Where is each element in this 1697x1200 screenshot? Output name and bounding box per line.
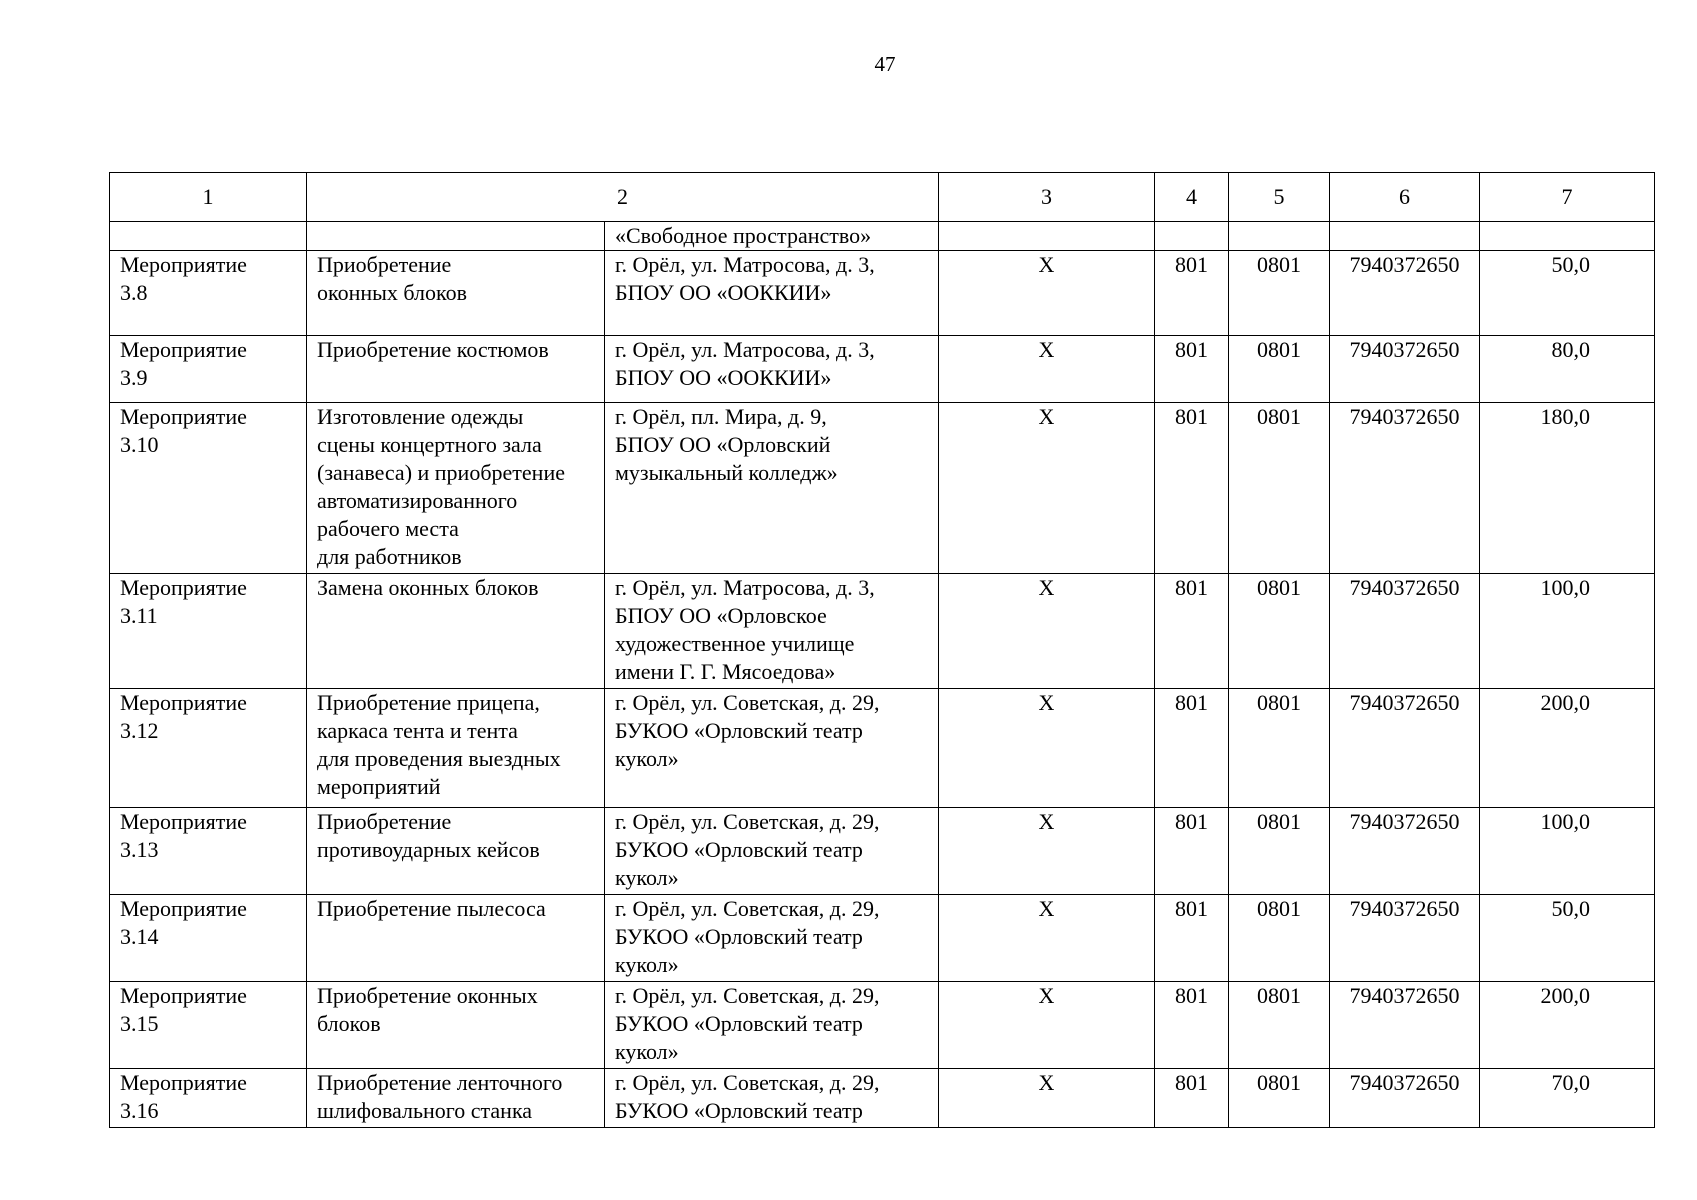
col-6-value: 7940372650 bbox=[1330, 895, 1480, 982]
col-3-value: Х bbox=[939, 808, 1155, 895]
measure-name: Приобретение противоударных кейсов bbox=[307, 808, 605, 894]
col-4-value: 801 bbox=[1155, 808, 1229, 895]
table-row bbox=[110, 574, 1655, 689]
col-3-value: Х bbox=[939, 982, 1155, 1069]
col-3-value: Х bbox=[939, 336, 1155, 403]
continuation-col-4 bbox=[1155, 222, 1229, 251]
col-7-value: 50,0 bbox=[1480, 251, 1655, 336]
col-6-value: 7940372650 bbox=[1330, 251, 1480, 336]
col-3-value: Х bbox=[939, 251, 1155, 336]
measure-description bbox=[307, 336, 939, 403]
table-row bbox=[110, 895, 1655, 982]
col-3-value: Х bbox=[939, 895, 1155, 982]
col-5-value: 0801 bbox=[1229, 403, 1330, 574]
measure-name: Приобретение оконных блоков bbox=[307, 251, 605, 335]
col-7-value: 50,0 bbox=[1480, 895, 1655, 982]
col-7-value: 100,0 bbox=[1480, 808, 1655, 895]
page-number: 47 bbox=[874, 52, 896, 76]
col-4-value: 801 bbox=[1155, 336, 1229, 403]
table-row bbox=[110, 808, 1655, 895]
col-7-value: 80,0 bbox=[1480, 336, 1655, 403]
measure-location: г. Орёл, ул. Матросова, д. 3, БПОУ ОО «ООККИИ» bbox=[615, 252, 875, 305]
measure-id: Мероприятие 3.8 bbox=[110, 251, 307, 336]
continuation-location: «Свободное пространство» bbox=[615, 223, 872, 248]
measure-description bbox=[307, 403, 939, 574]
table-row bbox=[110, 689, 1655, 808]
continuation-col-3 bbox=[939, 222, 1155, 251]
continuation-col-7 bbox=[1480, 222, 1655, 251]
col-4-value: 801 bbox=[1155, 689, 1229, 808]
table-row bbox=[110, 251, 1655, 336]
col-5-value: 0801 bbox=[1229, 689, 1330, 808]
col-6-value: 7940372650 bbox=[1330, 689, 1480, 808]
continuation-name bbox=[307, 222, 605, 250]
measure-location: г. Орёл, ул. Советская, д. 29, БУКОО «Орловский театр кукол» bbox=[615, 983, 880, 1064]
header-col-7: 7 bbox=[1480, 173, 1655, 222]
continuation-col-6 bbox=[1330, 222, 1480, 251]
measure-description bbox=[307, 982, 939, 1069]
col-7-value: 100,0 bbox=[1480, 574, 1655, 689]
measure-name: Приобретение ленточного шлифовального станка bbox=[307, 1069, 605, 1127]
header-col-2: 2 bbox=[307, 173, 939, 222]
measure-location: г. Орёл, ул. Советская, д. 29, БУКОО «Орловский театр bbox=[615, 1070, 880, 1123]
col-5-value: 0801 bbox=[1229, 982, 1330, 1069]
measure-description bbox=[307, 689, 939, 808]
continuation-col-2 bbox=[307, 222, 939, 251]
measure-id: Мероприятие 3.13 bbox=[110, 808, 307, 895]
col-3-value: Х bbox=[939, 403, 1155, 574]
measure-location: г. Орёл, ул. Советская, д. 29, БУКОО «Орловский театр кукол» bbox=[615, 896, 880, 977]
col-4-value: 801 bbox=[1155, 574, 1229, 689]
col-5-value: 0801 bbox=[1229, 336, 1330, 403]
col-4-value: 801 bbox=[1155, 1069, 1229, 1128]
col-5-value: 0801 bbox=[1229, 1069, 1330, 1128]
col-5-value: 0801 bbox=[1229, 251, 1330, 336]
measure-id: Мероприятие 3.11 bbox=[110, 574, 307, 689]
measure-name: Приобретение костюмов bbox=[307, 336, 605, 402]
header-col-6: 6 bbox=[1330, 173, 1480, 222]
measure-location: г. Орёл, пл. Мира, д. 9, БПОУ ОО «Орловский музыкальный колледж» bbox=[615, 404, 838, 485]
col-6-value: 7940372650 bbox=[1330, 403, 1480, 574]
col-4-value: 801 bbox=[1155, 982, 1229, 1069]
measure-name: Замена оконных блоков bbox=[307, 574, 605, 688]
col-3-value: Х bbox=[939, 1069, 1155, 1128]
measure-id: Мероприятие 3.15 bbox=[110, 982, 307, 1069]
measure-description bbox=[307, 895, 939, 982]
col-7-value: 70,0 bbox=[1480, 1069, 1655, 1128]
measure-id: Мероприятие 3.14 bbox=[110, 895, 307, 982]
col-4-value: 801 bbox=[1155, 403, 1229, 574]
measure-description bbox=[307, 808, 939, 895]
col-5-value: 0801 bbox=[1229, 808, 1330, 895]
measure-id: Мероприятие 3.10 bbox=[110, 403, 307, 574]
measures-table bbox=[109, 172, 1655, 1128]
table-row bbox=[110, 1069, 1655, 1128]
header-col-3: 3 bbox=[939, 173, 1155, 222]
col-7-value: 180,0 bbox=[1480, 403, 1655, 574]
table-row bbox=[110, 336, 1655, 403]
continuation-row bbox=[110, 222, 1655, 251]
measure-description bbox=[307, 574, 939, 689]
continuation-col-5 bbox=[1229, 222, 1330, 251]
measure-description bbox=[307, 1069, 939, 1128]
measure-id: Мероприятие 3.12 bbox=[110, 689, 307, 808]
header-col-4: 4 bbox=[1155, 173, 1229, 222]
measure-name: Изготовление одежды сцены концертного зала (занавеса) и приобретение автоматизированного рабочего места для работников bbox=[307, 403, 605, 573]
measure-name: Приобретение прицепа, каркаса тента и тента для проведения выездных мероприятий bbox=[307, 689, 605, 807]
col-4-value: 801 bbox=[1155, 895, 1229, 982]
col-5-value: 0801 bbox=[1229, 895, 1330, 982]
measure-name: Приобретение пылесоса bbox=[307, 895, 605, 981]
measure-location: г. Орёл, ул. Советская, д. 29, БУКОО «Орловский театр кукол» bbox=[615, 690, 880, 771]
table-row bbox=[110, 403, 1655, 574]
continuation-col-1 bbox=[110, 222, 307, 251]
col-3-value: Х bbox=[939, 689, 1155, 808]
measure-location: г. Орёл, ул. Советская, д. 29, БУКОО «Орловский театр кукол» bbox=[615, 809, 880, 890]
col-4-value: 801 bbox=[1155, 251, 1229, 336]
col-6-value: 7940372650 bbox=[1330, 336, 1480, 403]
col-6-value: 7940372650 bbox=[1330, 574, 1480, 689]
measure-id: Мероприятие 3.9 bbox=[110, 336, 307, 403]
header-col-5: 5 bbox=[1229, 173, 1330, 222]
measure-description bbox=[307, 251, 939, 336]
header-col-1: 1 bbox=[110, 173, 307, 222]
col-5-value: 0801 bbox=[1229, 574, 1330, 689]
header-row bbox=[110, 173, 1655, 222]
measure-name: Приобретение оконных блоков bbox=[307, 982, 605, 1068]
table-row bbox=[110, 982, 1655, 1069]
measure-id: Мероприятие 3.16 bbox=[110, 1069, 307, 1128]
measure-location: г. Орёл, ул. Матросова, д. 3, БПОУ ОО «ООККИИ» bbox=[615, 337, 875, 390]
col-6-value: 7940372650 bbox=[1330, 808, 1480, 895]
col-6-value: 7940372650 bbox=[1330, 982, 1480, 1069]
col-3-value: Х bbox=[939, 574, 1155, 689]
col-7-value: 200,0 bbox=[1480, 982, 1655, 1069]
col-6-value: 7940372650 bbox=[1330, 1069, 1480, 1128]
measure-location: г. Орёл, ул. Матросова, д. 3, БПОУ ОО «Орловское художественное училище имени Г. Г. Мясоедова» bbox=[615, 575, 875, 684]
col-7-value: 200,0 bbox=[1480, 689, 1655, 808]
